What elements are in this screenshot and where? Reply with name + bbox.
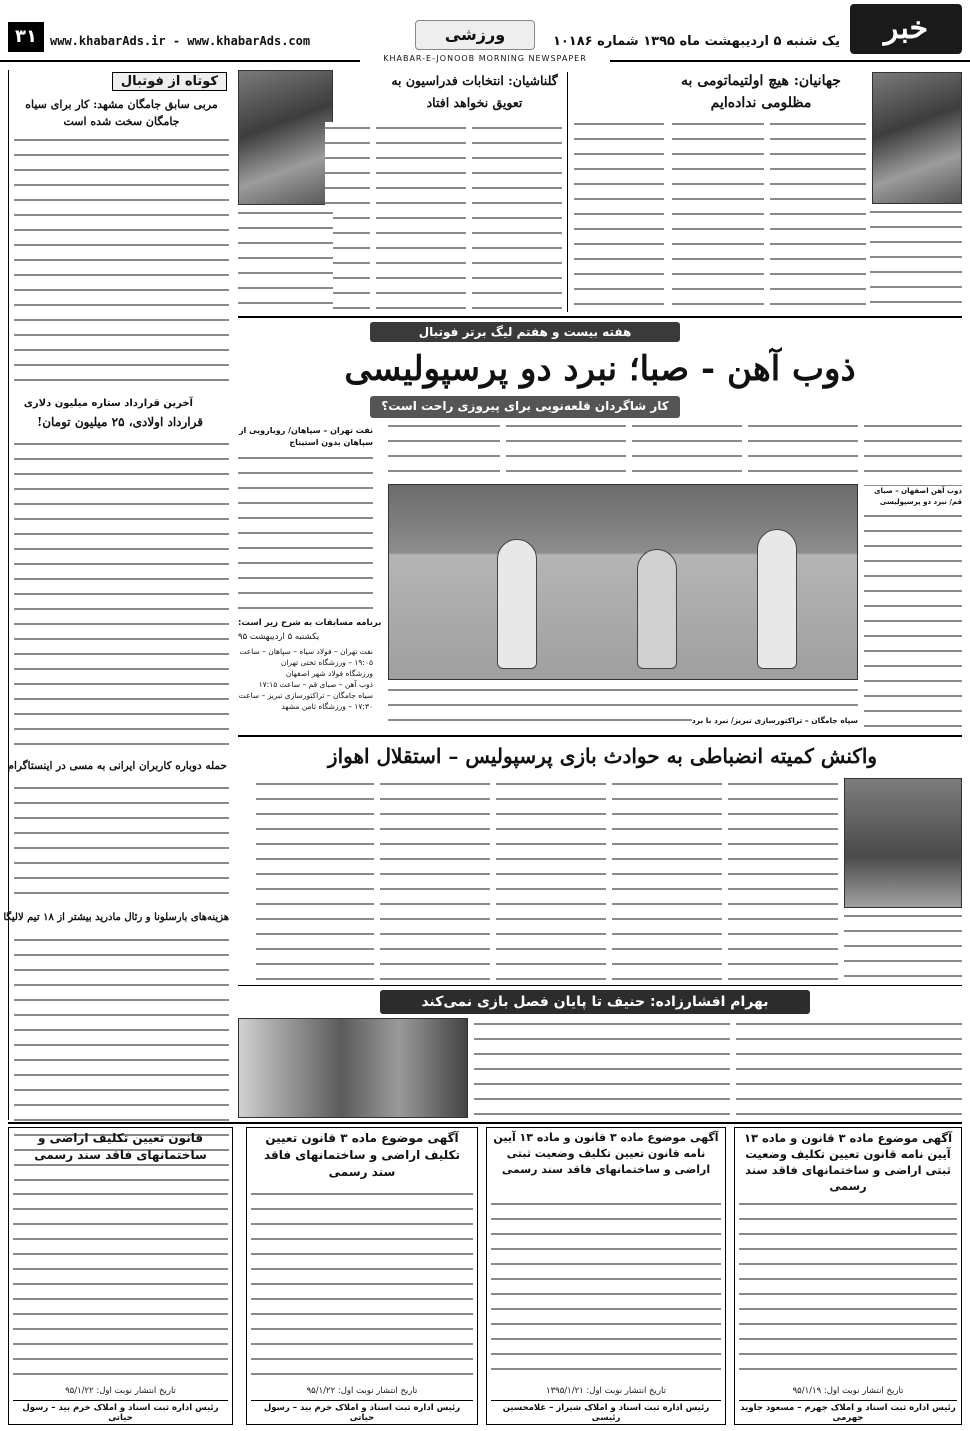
- story2-photo: [844, 778, 962, 908]
- schedule-list: [238, 646, 373, 712]
- player-figure: [497, 539, 537, 669]
- divider: [8, 1122, 962, 1124]
- ad-date: تاریخ انتشار نوبت اول: ۱۳۹۵/۱/۲۱: [546, 1386, 666, 1396]
- headline-golnashian[interactable]: گلناشیان: انتخابات فدراسیون به تعویق نخواهد افتاد: [391, 73, 558, 110]
- ad-body: [13, 1188, 228, 1383]
- schedule-item: نفت تهران – فولاد سیاه – سپاهان – ساعت ۱۹:۰۵ – ورزشگاه تختی تهران: [239, 647, 373, 667]
- sidebar-item-body: [14, 782, 229, 900]
- divider: [238, 316, 962, 318]
- headline-jahanian[interactable]: جهانیان: هیچ اولتیماتومی به مظلومی نداده‌ایم: [681, 73, 841, 111]
- legal-ad: [734, 1127, 962, 1425]
- ad-title: آگهی موضوع ماده ۳ قانون تعیین تکلیف اراضی و ساختمانهای فاقد سند رسمی: [263, 1131, 461, 1179]
- photo-jahanian: [872, 72, 962, 204]
- ad-body: [739, 1198, 957, 1383]
- schedule-date: یکشنبه ۵ اردیبهشت ۹۵: [238, 632, 320, 642]
- legal-ad: [246, 1127, 478, 1425]
- sidebar-item-body: [14, 438, 229, 750]
- sidebar-item-title[interactable]: آخرین قرارداد ستاره میلیون دلاری: [23, 398, 193, 409]
- legal-ad: [8, 1127, 233, 1425]
- divider: [567, 72, 568, 312]
- inline-head: سپاه جامگان – تراکتورسازی تبریز/ نبرد با برد: [691, 716, 858, 725]
- story-body: [770, 118, 866, 311]
- divider: [238, 985, 962, 986]
- story2-headline[interactable]: واکنش کمیته انضباطی به حوادث بازی پرسپولیس – استقلال اهواز: [327, 744, 878, 768]
- story2-body: [844, 910, 962, 982]
- story-body: [870, 206, 962, 311]
- newspaper-logo[interactable]: خبر: [850, 4, 962, 54]
- schedule-item: ذوب آهن – صبای قم – ساعت ۱۷:۱۵: [258, 680, 373, 689]
- main-body-col: [748, 420, 858, 480]
- story3-headline[interactable]: بهرام افشارزاده: حنیف تا پایان فصل بازی نمی‌کند: [380, 990, 810, 1014]
- story-body: [376, 122, 466, 312]
- site-urls[interactable]: www.khabarAds.ir - www.khabarAds.com: [50, 34, 311, 48]
- main-body-col: [632, 420, 742, 480]
- story2-body: [380, 778, 490, 982]
- ad-signature: رئیس اداره ثبت اسناد و املاک خرم بید – رسول حیاتی: [251, 1400, 473, 1423]
- story3-body: [474, 1018, 730, 1118]
- player-figure: [637, 549, 677, 669]
- story-body: [238, 207, 333, 312]
- story2-body: [728, 778, 838, 982]
- story2-body: [496, 778, 606, 982]
- ad-date: تاریخ انتشار نوبت اول: ۹۵/۱/۲۲: [65, 1386, 176, 1396]
- sidebar-item-title[interactable]: مربی سابق جامگان مشهد: کار برای سیاه جامگان سخت شده است: [25, 98, 218, 128]
- story-body: [672, 118, 764, 311]
- main-photo-match: [388, 484, 858, 680]
- ad-signature: رئیس اداره ثبت اسناد و املاک شیراز – غلامحسین رئیسی: [491, 1400, 721, 1423]
- ad-title: آگهی موضوع ماده ۳ قانون و ماده ۱۳ آیین نامه قانون تعیین تکلیف وضعیت ثبتی اراضی و ساختمانهای فاقد سند رسمی: [493, 1131, 719, 1176]
- masthead: [0, 0, 970, 62]
- player-figure: [757, 529, 797, 669]
- ad-body: [251, 1188, 473, 1383]
- schedule-item: سیاه جامگان – تراکتورسازی تبریز – ساعت ۱۷:۳۰ – ورزشگاه ثامن مشهد: [238, 691, 373, 711]
- inline-head: ذوب آهن اصفهان – صبای قم/ نبرد دو پرسپولیسی: [864, 486, 962, 508]
- main-body-col: [506, 420, 626, 480]
- story2-body: [612, 778, 722, 982]
- ad-title: قانون تعیین تکلیف اراضی و ساختمانهای فاقد سند رسمی: [34, 1131, 207, 1162]
- story3-body: [736, 1018, 962, 1118]
- main-kicker: هفته بیست و هفتم لیگ برتر فوتبال: [370, 322, 680, 342]
- ad-title: آگهی موضوع ماده ۳ قانون و ماده ۱۳ آیین نامه قانون تعیین تکلیف وضعیت ثبتی اراضی و ساختمانهای فاقد سند رسمی: [743, 1131, 953, 1193]
- main-headline[interactable]: ذوب آهن - صبا؛ نبرد دو پرسپولیسی: [344, 349, 856, 389]
- schedule-title: برنامه مسابقات به شرح زیر است:: [238, 618, 382, 628]
- masthead-subtitle: KHABAR-E-JONOOB MORNING NEWSPAPER: [360, 54, 610, 64]
- divider: [238, 735, 962, 737]
- story3-photo-afsharzadeh: [238, 1018, 468, 1118]
- sidebar-item-title[interactable]: قرارداد اولادی، ۲۵ میلیون تومان!: [36, 415, 203, 429]
- ad-body: [491, 1198, 721, 1383]
- schedule-item: ورزشگاه فولاد شهر اصفهان: [285, 669, 373, 678]
- main-body-col: [388, 420, 500, 480]
- legal-ad: [486, 1127, 726, 1425]
- ad-signature: رئیس اداره ثبت اسناد و املاک جهرم – مسعود جاوید جهرمی: [739, 1400, 957, 1423]
- inline-head: نفت تهران – سپاهان/ رویارویی از سپاهان بدون استیناج: [238, 426, 373, 447]
- ad-date: تاریخ انتشار نوبت اول: ۹۵/۱/۲۲: [306, 1386, 418, 1396]
- sidebar-short-news: [3, 70, 233, 1120]
- section-label: ورزشی: [415, 20, 535, 50]
- main-body-col: [238, 452, 373, 612]
- story-body: [472, 122, 562, 312]
- photo-golnashian: [238, 70, 333, 205]
- issue-date: یک شنبه ۵ اردیبهشت ماه ۱۳۹۵ شماره ۱۰۱۸۶: [552, 34, 840, 49]
- sidebar-item-body: [14, 134, 229, 389]
- ad-signature: رئیس اداره ثبت اسناد و املاک خرم بید – رسول حیاتی: [13, 1400, 228, 1423]
- page-number: ۳۱: [8, 22, 44, 52]
- sidebar-item-title[interactable]: هزینه‌های بارسلونا و رئال مادرید بیشتر از ۱۸ تیم لالیگا: [3, 912, 229, 923]
- main-subhead: کار شاگردان قلعه‌نویی برای پیروزی راحت است؟: [370, 396, 680, 418]
- story-body: [574, 118, 664, 311]
- main-body-col: [864, 420, 962, 730]
- sidebar-item-title[interactable]: حمله دوباره کاربران ایرانی به مسی در اینستاگرام: [7, 760, 227, 772]
- sidebar-section-title: کوتاه از فوتبال: [112, 72, 227, 91]
- story2-body: [256, 778, 374, 982]
- ad-date: تاریخ انتشار نوبت اول: ۹۵/۱/۱۹: [792, 1386, 904, 1396]
